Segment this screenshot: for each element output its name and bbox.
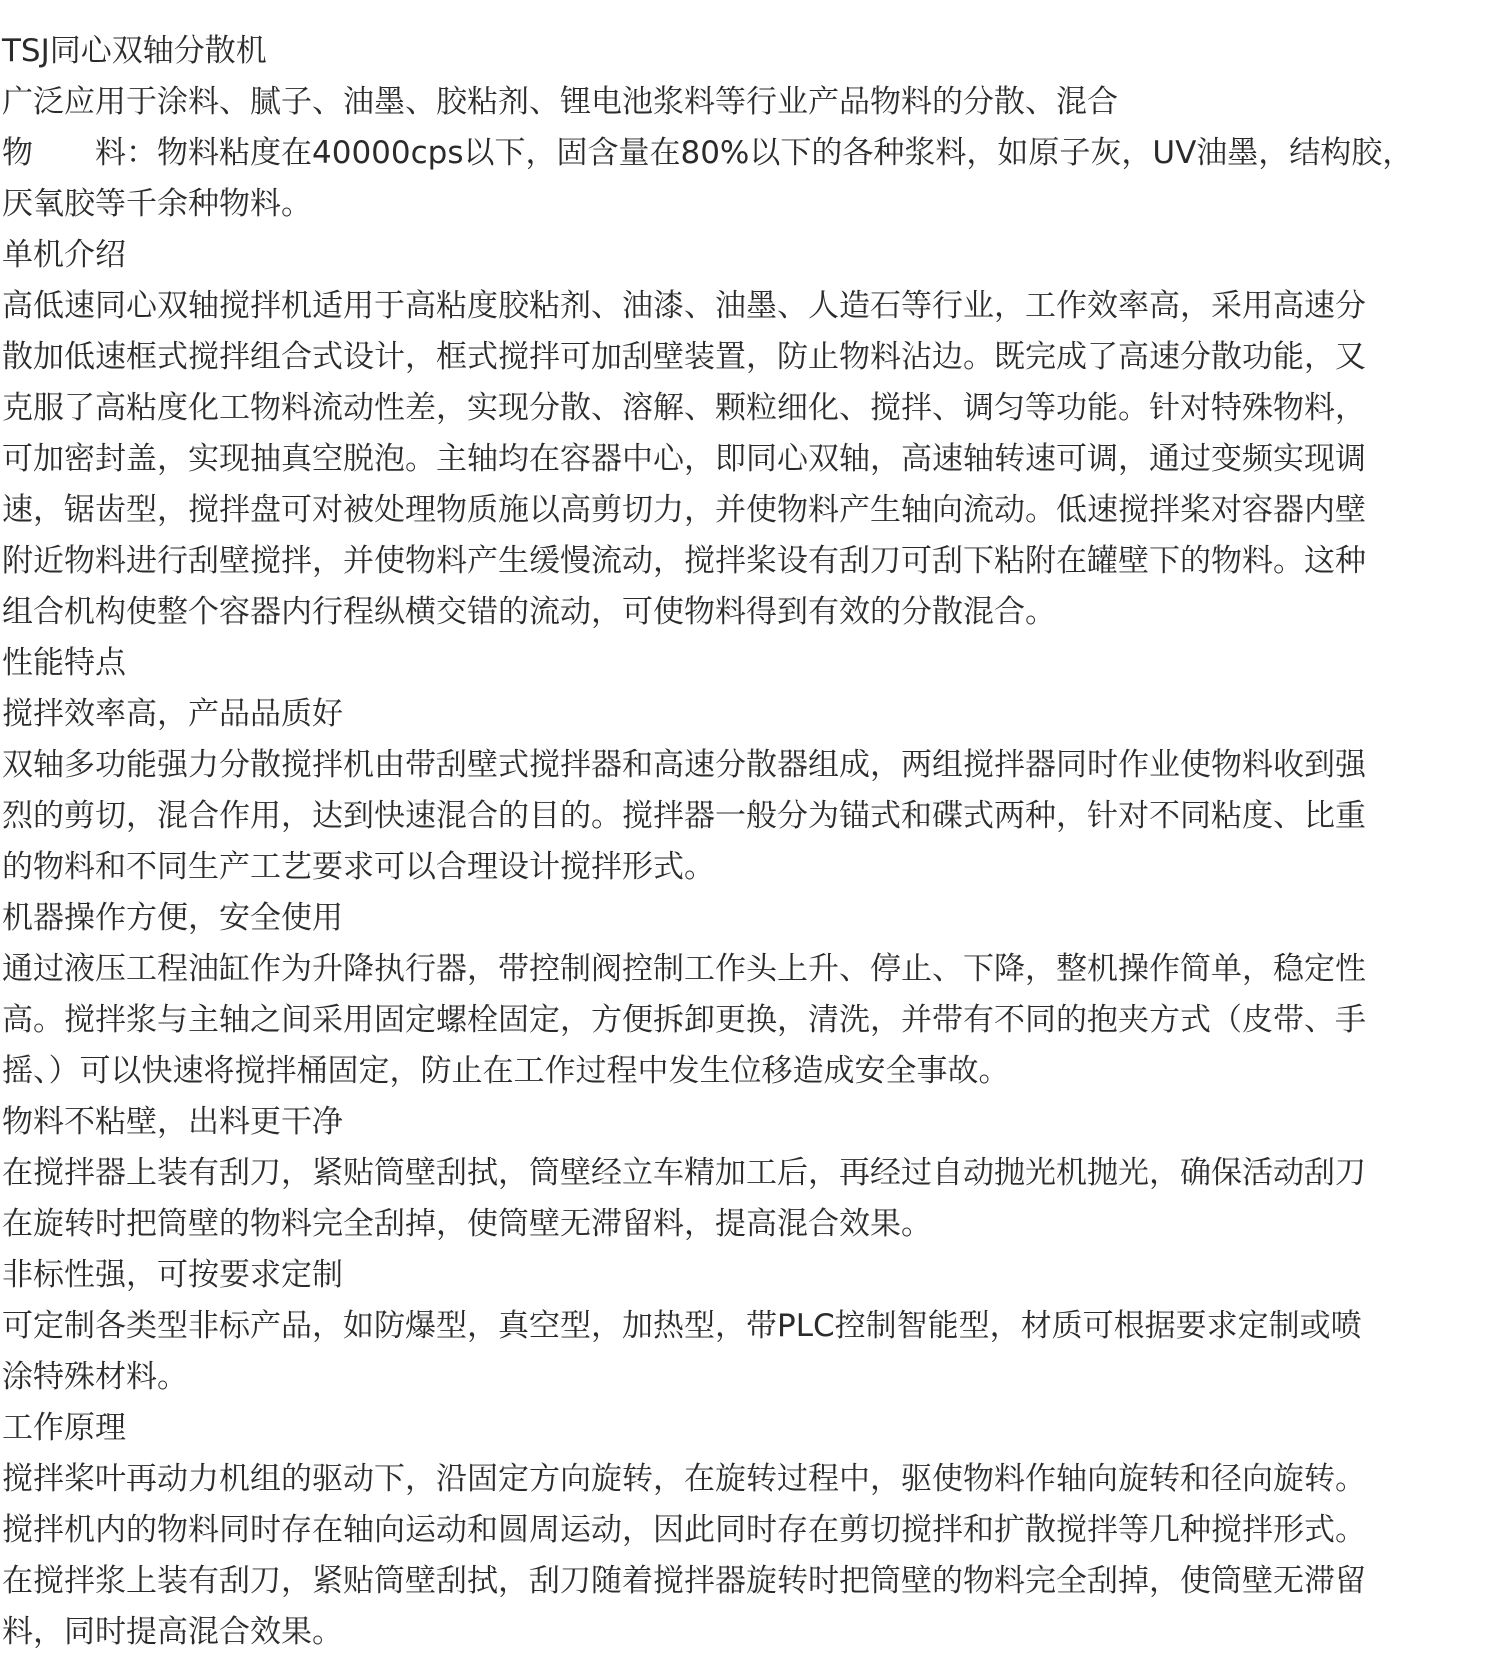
section-heading-features: 性能特点 [2, 645, 126, 681]
section-heading-principle: 工作原理 [2, 1410, 126, 1446]
section-heading-intro: 单机介绍 [2, 237, 126, 273]
paragraph-line: 涂特殊材料。 [2, 1359, 188, 1395]
intro-paragraph [2, 281, 1500, 638]
application-text: 广泛应用于涂料、腻子、油墨、胶粘剂、锂电池浆料等行业产品物料的分散、混合 [2, 84, 1118, 120]
paragraph-line: 附近物料进行刮壁搅拌，并使物料产生缓慢流动，搅拌桨设有刮刀可刮下粘附在罐壁下的物料。这种 [2, 543, 1366, 579]
paragraph-line: 的物料和不同生产工艺要求可以合理设计搅拌形式。 [2, 849, 715, 885]
paragraph-line: 料，同时提高混合效果。 [2, 1614, 343, 1650]
material-line-2: 厌氧胶等千余种物料。 [2, 186, 312, 222]
feature-subheading: 物料不粘壁，出料更干净 [2, 1104, 343, 1140]
paragraph-line: 在搅拌器上装有刮刀，紧贴筒壁刮拭，筒壁经立车精加工后，再经过自动抛光机抛光，确保活动刮刀 [2, 1155, 1366, 1191]
paragraph-line: 高。搅拌浆与主轴之间采用固定螺栓固定，方便拆卸更换，清洗，并带有不同的抱夹方式（皮带、手 [2, 1002, 1366, 1038]
paragraph-line: 在旋转时把筒壁的物料完全刮掉，使筒壁无滞留料，提高混合效果。 [2, 1206, 932, 1242]
paragraph-line: 通过液压工程油缸作为升降执行器，带控制阀控制工作头上升、停止、下降，整机操作简单，稳定性 [2, 951, 1366, 987]
paragraph-line: 搅拌桨叶再动力机组的驱动下，沿固定方向旋转，在旋转过程中，驱使物料作轴向旋转和径向旋转。 [2, 1461, 1366, 1497]
paragraph-line: 可定制各类型非标产品，如防爆型，真空型，加热型，带PLC控制智能型，材质可根据要求定制或喷 [2, 1308, 1362, 1344]
paragraph-line: 克服了高粘度化工物料流动性差，实现分散、溶解、颗粒细化、搅拌、调匀等功能。针对特殊物料， [2, 390, 1366, 426]
paragraph-line: 组合机构使整个容器内行程纵横交错的流动，可使物料得到有效的分散混合。 [2, 594, 1056, 630]
product-title: TSJ同心双轴分散机 [2, 33, 267, 69]
material-label-right: 料： [95, 135, 157, 171]
paragraph-line: 散加低速框式搅拌组合式设计，框式搅拌可加刮壁装置，防止物料沾边。既完成了高速分散功能，又 [2, 339, 1366, 375]
paragraph-line: 双轴多功能强力分散搅拌机由带刮壁式搅拌器和高速分散器组成，两组搅拌器同时作业使物料收到强 [2, 747, 1366, 783]
paragraph-line: 烈的剪切，混合作用，达到快速混合的目的。搅拌器一般分为锚式和碟式两种，针对不同粘度、比重 [2, 798, 1366, 834]
paragraph-line: 搅拌机内的物料同时存在轴向运动和圆周运动，因此同时存在剪切搅拌和扩散搅拌等几种搅拌形式。 [2, 1512, 1366, 1548]
material-line-1 [2, 128, 1500, 179]
paragraph-line: 可加密封盖，实现抽真空脱泡。主轴均在容器中心，即同心双轴，高速轴转速可调，通过变频实现调 [2, 441, 1366, 477]
feature-subheading: 搅拌效率高，产品品质好 [2, 696, 343, 732]
feature-subheading: 机器操作方便，安全使用 [2, 900, 343, 936]
paragraph-line: 速，锯齿型，搅拌盘可对被处理物质施以高剪切力，并使物料产生轴向流动。低速搅拌桨对容器内壁 [2, 492, 1366, 528]
material-text-1: 物料粘度在40000cps以下，固含量在80%以下的各种浆料，如原子灰，UV油墨，结构胶， [157, 135, 1414, 171]
paragraph-line: 高低速同心双轴搅拌机适用于高粘度胶粘剂、油漆、油墨、人造石等行业，工作效率高，采用高速分 [2, 288, 1366, 324]
paragraph-line: 摇、）可以快速将搅拌桶固定，防止在工作过程中发生位移造成安全事故。 [2, 1053, 1010, 1089]
material-label-left: 物 [2, 135, 33, 171]
paragraph-line: 在搅拌浆上装有刮刀，紧贴筒壁刮拭，刮刀随着搅拌器旋转时把筒壁的物料完全刮掉，使筒壁无滞留 [2, 1563, 1366, 1599]
feature-subheading: 非标性强，可按要求定制 [2, 1257, 343, 1293]
